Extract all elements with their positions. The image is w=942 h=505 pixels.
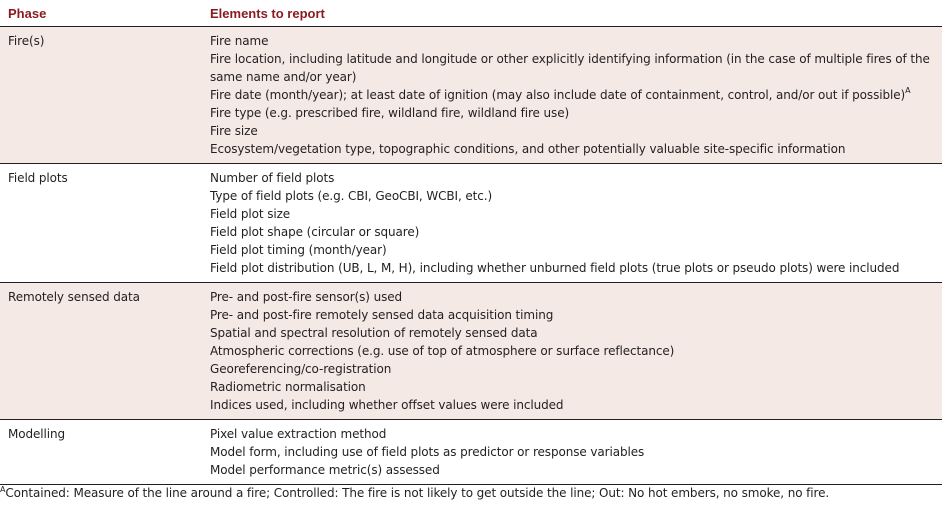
element-item [210, 396, 938, 414]
element-item [210, 443, 938, 461]
element-text: Pre- and post-fire sensor(s) used [210, 290, 403, 304]
element-item [210, 259, 938, 277]
header-phase: Phase [0, 2, 204, 27]
phase-cell: Fire(s) [0, 27, 204, 164]
element-text: Model performance metric(s) assessed [210, 463, 440, 477]
element-item [210, 378, 938, 396]
phase-cell: Remotely sensed data [0, 283, 204, 420]
table-row [0, 420, 942, 485]
element-item [210, 223, 938, 241]
element-text: Georeferencing/co-registration [210, 362, 392, 376]
element-text: Indices used, including whether offset values were included [210, 398, 564, 412]
phase-cell: Field plots [0, 164, 204, 283]
element-text: Pre- and post-fire remotely sensed data acquisition timing [210, 308, 554, 322]
element-item [210, 169, 938, 187]
elements-cell [204, 164, 942, 283]
element-text: Type of field plots (e.g. CBI, GeoCBI, WCBI, etc.) [210, 189, 493, 203]
footnote-marker: A [0, 485, 6, 494]
element-text: Number of field plots [210, 171, 335, 185]
table-footnote [0, 484, 829, 502]
element-item [210, 342, 938, 360]
element-item [210, 461, 938, 479]
element-item [210, 50, 938, 86]
elements-cell [204, 27, 942, 164]
element-item [210, 86, 938, 104]
element-text: Atmospheric corrections (e.g. use of top of atmosphere or surface reflectance) [210, 344, 675, 358]
elements-cell [204, 420, 942, 485]
element-item [210, 140, 938, 158]
reporting-elements-table [0, 2, 942, 485]
element-text: Field plot shape (circular or square) [210, 225, 420, 239]
element-item [210, 122, 938, 140]
phase-cell: Modelling [0, 420, 204, 485]
element-item [210, 104, 938, 122]
element-item [210, 324, 938, 342]
table-row [0, 283, 942, 420]
element-item [210, 425, 938, 443]
footnote-text: Contained: Measure of the line around a fire; Controlled: The fire is not likely to get outside the line; Out: No hot embers, no smoke, no fire. [5, 486, 830, 500]
element-text: Field plot size [210, 207, 291, 221]
element-item [210, 241, 938, 259]
element-text: Spatial and spectral resolution of remotely sensed data [210, 326, 538, 340]
table-row [0, 164, 942, 283]
footnote-reference: A [905, 86, 911, 95]
element-text: Radiometric normalisation [210, 380, 366, 394]
element-item [210, 187, 938, 205]
element-item [210, 205, 938, 223]
element-text: Fire date (month/year); at least date of ignition (may also include date of containment, control, and/or out if possible) [210, 88, 906, 102]
element-text: Ecosystem/vegetation type, topographic conditions, and other potentially valuable site-specific information [210, 142, 846, 156]
element-text: Fire size [210, 124, 258, 138]
element-text: Model form, including use of field plots as predictor or response variables [210, 445, 645, 459]
element-text: Fire name [210, 34, 269, 48]
element-item [210, 288, 938, 306]
element-item [210, 32, 938, 50]
table-body [0, 27, 942, 485]
element-item [210, 306, 938, 324]
element-item [210, 360, 938, 378]
element-text: Field plot timing (month/year) [210, 243, 387, 257]
element-text: Fire type (e.g. prescribed fire, wildland fire, wildland fire use) [210, 106, 570, 120]
elements-cell [204, 283, 942, 420]
element-text: Field plot distribution (UB, L, M, H), including whether unburned field plots (true plots or pseudo plots) were included [210, 261, 900, 275]
table-row [0, 27, 942, 164]
element-text: Fire location, including latitude and longitude or other explicitly identifying information (in the case of multiple fires of the same name and/or year) [210, 52, 930, 84]
reporting-elements-table-container [0, 2, 942, 485]
table-header-row [0, 2, 942, 27]
header-elements: Elements to report [204, 2, 942, 27]
element-text: Pixel value extraction method [210, 427, 387, 441]
